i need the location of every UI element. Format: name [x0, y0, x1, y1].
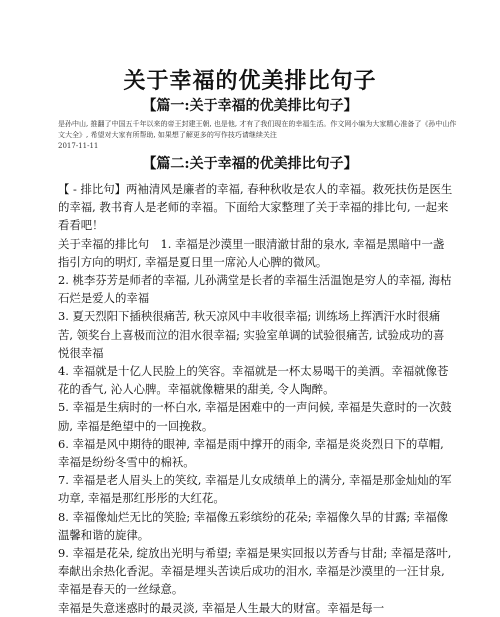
intro-paragraph: 是孙中山, 推翻了中国五千年以来的帝王封建王朝, 也是他, 才有了我们现在的幸福生活。作文网小编为大家精心准备了《孙中山作文大全》, 希望对大家有所帮助, 如果想了解更多的写作技巧请继续关注 — [58, 120, 457, 139]
paragraph: 2. 桃李芬芳是师者的幸福, 儿孙满堂是长者的幸福生活温饱是穷人的幸福, 海枯石烂是爱人的幸福 — [58, 273, 452, 306]
paragraph: 关于幸福的排比句 1. 幸福是沙漠里一眼清澈甘甜的泉水, 幸福是黑暗中一盏指引方向的明灯, 幸福是夏日里一席沁人心脾的微风。 — [58, 236, 445, 269]
paragraph: 9. 幸福是花朵, 绽放出光明与希望; 幸福是果实回报以芳香与甘甜; 幸福是落叶, 奉献出余热化香泥。幸福是埋头苦读后成功的泪水, 幸福是沙漠里的一汪甘泉, 幸福是春天的一丝绿意。 — [58, 546, 452, 597]
paragraph: 8. 幸福像灿烂无比的笑脸; 幸福像五彩缤纷的花朵; 幸福像久旱的甘露; 幸福像温馨和谐的旋律。 — [58, 509, 448, 542]
section-heading-1: 【篇一:关于幸福的优美排比句子】 — [142, 98, 358, 114]
section-heading-2: 【篇二:关于幸福的优美排比句子】 — [142, 156, 358, 172]
paragraph: 幸福是失意迷惑时的最灵淡, 幸福是人生最大的财富。幸福是每一 — [58, 600, 385, 615]
article-body — [58, 180, 453, 617]
paragraph: 3. 夏天烈阳下插秧很痛苦, 秋天凉风中丰收很幸福; 训练场上挥洒汗水时很痛苦, 领奖台上喜极而泣的泪水很幸福; 实验室单调的试验很痛苦, 试验成功的喜悦很幸福 — [58, 309, 445, 360]
page-title: 关于幸福的优美排比句子 — [123, 68, 377, 94]
paragraph: 7. 幸福是老人眉头上的笑纹, 幸福是儿女成绩单上的满分, 幸福是那金灿灿的军功章, 幸福是那红彤彤的大红花。 — [58, 473, 452, 506]
paragraph: 4. 幸福就是十亿人民脸上的笑容。幸福就是一杯太易喝干的美酒。幸福就像苍花的香气, 沁人心脾。幸福就像糖果的甜美, 令人陶醉。 — [58, 364, 449, 397]
paragraph: 【 - 排比句】两袖清风是廉者的幸福, 春种秋收是农人的幸福。救死扶伤是医生的幸福, 教书育人是老师的幸福。下面给大家整理了关于幸福的排比句, 一起来看看吧！ — [58, 182, 453, 233]
publish-date: 2017-11-11 — [58, 142, 99, 150]
intro-text — [58, 119, 458, 152]
paragraph: 6. 幸福是风中期待的眼神, 幸福是雨中撑开的雨伞, 幸福是炎炎烈日下的草帽, 幸福是纷纷冬雪中的棉袄。 — [58, 436, 444, 470]
paragraph: 5. 幸福是生病时的一杯白水, 幸福是困难中的一声问候, 幸福是失意时的一次鼓励, 幸福是绝望中的一回挽救。 — [58, 400, 452, 433]
